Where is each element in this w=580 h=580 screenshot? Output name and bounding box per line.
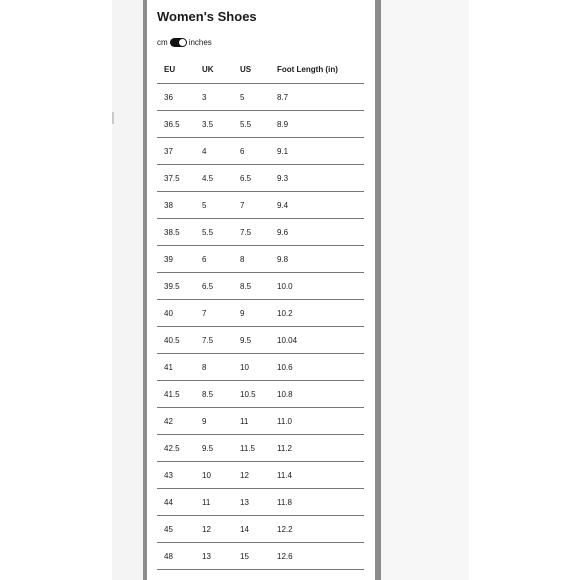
cell-foot-length: 10.2 xyxy=(270,300,364,327)
table-row xyxy=(157,327,364,354)
table-row xyxy=(157,165,364,192)
cell-eu: 36 xyxy=(157,84,195,111)
unit-label-inches: inches xyxy=(188,37,212,47)
table-row xyxy=(157,192,364,219)
cell-us: 11 xyxy=(233,408,270,435)
cell-foot-length: 10.0 xyxy=(270,273,364,300)
cell-eu: 38.5 xyxy=(157,219,195,246)
column-header-us: US xyxy=(233,56,270,84)
cell-uk: 9.5 xyxy=(195,435,233,462)
table-row xyxy=(157,435,364,462)
table-header-row xyxy=(157,56,364,84)
cell-foot-length: 8.9 xyxy=(270,111,364,138)
cell-eu: 37.5 xyxy=(157,165,195,192)
cell-foot-length: 10.6 xyxy=(270,354,364,381)
unit-toggle-switch[interactable] xyxy=(170,38,187,47)
cell-eu: 37 xyxy=(157,138,195,165)
table-row xyxy=(157,111,364,138)
table-row xyxy=(157,462,364,489)
cell-uk: 8 xyxy=(195,354,233,381)
cell-uk: 10 xyxy=(195,462,233,489)
cell-us: 10.5 xyxy=(233,381,270,408)
cell-us: 7.5 xyxy=(233,219,270,246)
cell-eu: 44 xyxy=(157,489,195,516)
cell-us: 9 xyxy=(233,300,270,327)
cell-uk: 7.5 xyxy=(195,327,233,354)
cell-eu: 36.5 xyxy=(157,111,195,138)
table-row xyxy=(157,489,364,516)
background-right xyxy=(381,0,469,580)
cell-uk: 13 xyxy=(195,543,233,570)
cell-foot-length: 9.4 xyxy=(270,192,364,219)
cell-eu: 48 xyxy=(157,543,195,570)
table-row xyxy=(157,138,364,165)
cell-eu: 39.5 xyxy=(157,273,195,300)
cell-us: 14 xyxy=(233,516,270,543)
table-row xyxy=(157,273,364,300)
cell-uk: 8.5 xyxy=(195,381,233,408)
cell-eu: 39 xyxy=(157,246,195,273)
table-row xyxy=(157,381,364,408)
cell-eu: 42 xyxy=(157,408,195,435)
cell-us: 13 xyxy=(233,489,270,516)
table-row xyxy=(157,354,364,381)
cell-us: 15 xyxy=(233,543,270,570)
table-row xyxy=(157,516,364,543)
cell-uk: 4.5 xyxy=(195,165,233,192)
cell-foot-length: 10.8 xyxy=(270,381,364,408)
column-header-foot-length: Foot Length (in) xyxy=(270,56,364,84)
cell-foot-length: 11.0 xyxy=(270,408,364,435)
cell-us: 8 xyxy=(233,246,270,273)
cell-us: 8.5 xyxy=(233,273,270,300)
cell-us: 7 xyxy=(233,192,270,219)
size-chart-table xyxy=(157,56,364,570)
cell-uk: 12 xyxy=(195,516,233,543)
table-row xyxy=(157,543,364,570)
table-row xyxy=(157,84,364,111)
cell-uk: 6.5 xyxy=(195,273,233,300)
cell-eu: 43 xyxy=(157,462,195,489)
unit-toggle xyxy=(157,36,212,48)
table-row xyxy=(157,408,364,435)
cell-us: 6 xyxy=(233,138,270,165)
cell-eu: 42.5 xyxy=(157,435,195,462)
cell-us: 10 xyxy=(233,354,270,381)
cell-foot-length: 9.6 xyxy=(270,219,364,246)
cell-foot-length: 9.8 xyxy=(270,246,364,273)
cell-foot-length: 10.04 xyxy=(270,327,364,354)
cell-eu: 40.5 xyxy=(157,327,195,354)
cell-eu: 41 xyxy=(157,354,195,381)
toggle-knob xyxy=(179,39,186,46)
cell-eu: 38 xyxy=(157,192,195,219)
background-mark xyxy=(112,112,114,124)
cell-uk: 3.5 xyxy=(195,111,233,138)
cell-us: 5.5 xyxy=(233,111,270,138)
cell-eu: 45 xyxy=(157,516,195,543)
table-row xyxy=(157,219,364,246)
cell-uk: 7 xyxy=(195,300,233,327)
cell-foot-length: 11.4 xyxy=(270,462,364,489)
cell-uk: 5 xyxy=(195,192,233,219)
cell-foot-length: 11.8 xyxy=(270,489,364,516)
cell-foot-length: 9.3 xyxy=(270,165,364,192)
cell-uk: 4 xyxy=(195,138,233,165)
cell-uk: 6 xyxy=(195,246,233,273)
table-row xyxy=(157,300,364,327)
cell-foot-length: 12.6 xyxy=(270,543,364,570)
table-row xyxy=(157,246,364,273)
cell-foot-length: 8.7 xyxy=(270,84,364,111)
page-title: Women's Shoes xyxy=(157,9,257,24)
size-table-body xyxy=(157,84,364,570)
panel-border-right xyxy=(375,0,381,580)
cell-uk: 5.5 xyxy=(195,219,233,246)
cell-uk: 3 xyxy=(195,84,233,111)
background-left xyxy=(112,0,144,580)
cell-us: 9.5 xyxy=(233,327,270,354)
cell-us: 5 xyxy=(233,84,270,111)
cell-eu: 40 xyxy=(157,300,195,327)
column-header-eu: EU xyxy=(157,56,195,84)
unit-label-cm: cm xyxy=(157,37,168,47)
cell-foot-length: 9.1 xyxy=(270,138,364,165)
cell-foot-length: 12.2 xyxy=(270,516,364,543)
size-chart-panel xyxy=(147,0,375,580)
cell-us: 12 xyxy=(233,462,270,489)
cell-eu: 41.5 xyxy=(157,381,195,408)
cell-uk: 9 xyxy=(195,408,233,435)
cell-foot-length: 11.2 xyxy=(270,435,364,462)
cell-uk: 11 xyxy=(195,489,233,516)
cell-us: 6.5 xyxy=(233,165,270,192)
cell-us: 11.5 xyxy=(233,435,270,462)
column-header-uk: UK xyxy=(195,56,233,84)
